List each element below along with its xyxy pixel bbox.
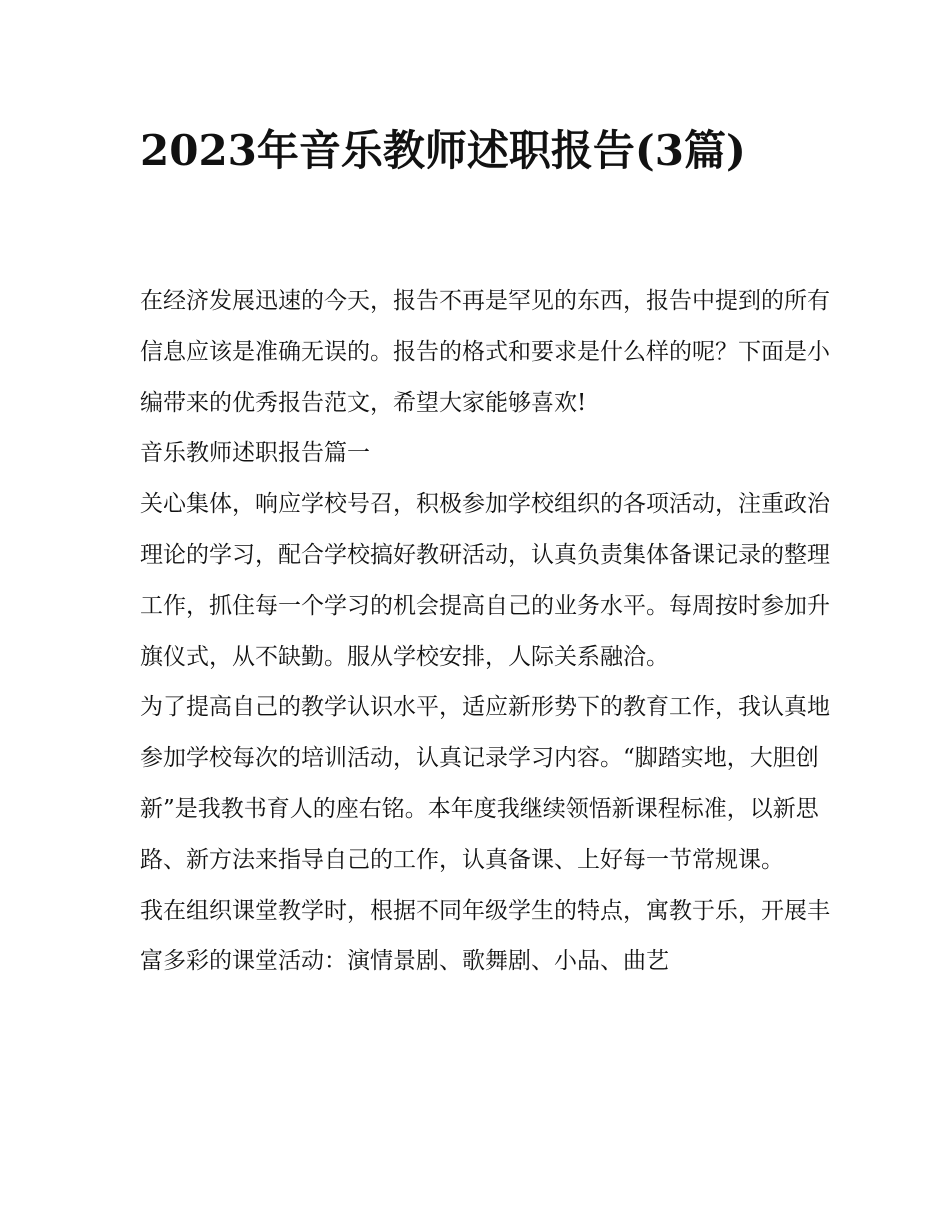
section-heading: 音乐教师述职报告篇一	[140, 440, 370, 467]
intro-paragraph: 在经济发展迅速的今天，报告不再是罕见的东西，报告中提到的所有信息应该是准确无误的。报告的格式和要求是什么样的呢？下面是小编带来的优秀报告范文，希望大家能够喜欢!	[140, 288, 830, 416]
body-paragraph: 为了提高自己的教学认识水平，适应新形势下的教育工作，我认真地参加学校每次的培训活动，认真记录学习内容。“脚踏实地，大胆创新”是我教书育人的座右铭。本年度我继续领悟新课程标准，以新思路、新方法来指导自己的工作，认真备课、上好每一节常规课。	[140, 694, 830, 873]
document-title: 2023年音乐教师述职报告(3篇)	[140, 126, 746, 175]
body-paragraph: 关心集体，响应学校号召，积极参加学校组织的各项活动，注重政治理论的学习，配合学校搞好教研活动，认真负责集体备课记录的整理工作，抓住每一个学习的机会提高自己的业务水平。每周按时参加升旗仪式，从不缺勤。服从学校安排，人际关系融洽。	[140, 491, 830, 670]
document-body	[140, 276, 830, 987]
body-paragraph: 我在组织课堂教学时，根据不同年级学生的特点，寓教于乐，开展丰富多彩的课堂活动：演情景剧、歌舞剧、小品、曲艺	[140, 897, 830, 975]
